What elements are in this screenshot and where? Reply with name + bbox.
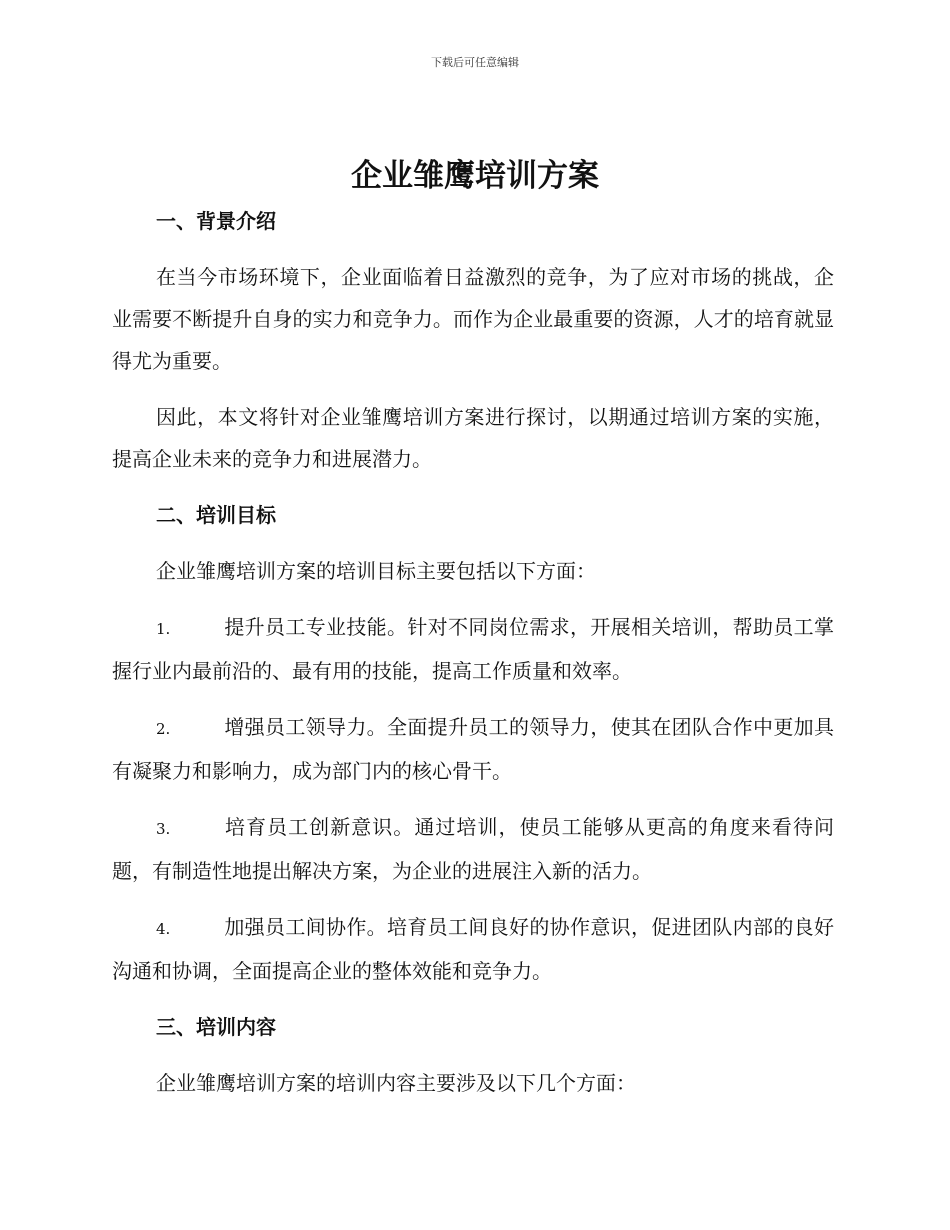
list-item: [112, 806, 834, 892]
list-number: 1.: [156, 620, 171, 638]
list-item-text: 增强员工领导力。全面提升员工的领导力，使其在团队合作中更加具有凝聚力和影响力，成为部门内的核心骨干。: [112, 715, 834, 783]
list-number: 3.: [156, 820, 171, 838]
paragraph: 企业雏鹰培训方案的培训目标主要包括以下方面：: [156, 559, 596, 583]
document-title: 企业雏鹰培训方案: [351, 158, 599, 194]
list-item-text: 加强员工间协作。培育员工间良好的协作意识，促进团队内部的良好沟通和协调，全面提高企业的整体效能和竞争力。: [112, 915, 834, 983]
list-number: 4.: [156, 920, 171, 938]
paragraph: 在当今市场环境下，企业面临着日益激烈的竞争，为了应对市场的挑战，企业需要不断提升自身的实力和竞争力。而作为企业最重要的资源，人才的培育就显得尤为重要。: [112, 265, 834, 373]
page-header-note: 下载后可任意编辑: [431, 56, 519, 69]
document-body: [112, 200, 834, 1104]
section-heading-background: 一、背景介绍: [156, 209, 276, 233]
paragraph: 企业雏鹰培训方案的培训内容主要涉及以下几个方面：: [156, 1071, 636, 1095]
list-item: [112, 706, 834, 792]
list-number: 2.: [156, 720, 171, 738]
list-item: [112, 606, 834, 692]
section-heading-goals: 二、培训目标: [156, 503, 276, 527]
list-item: [112, 906, 834, 992]
section-heading-content: 三、培训内容: [156, 1015, 276, 1039]
list-item-text: 提升员工专业技能。针对不同岗位需求，开展相关培训，帮助员工掌握行业内最前沿的、最有用的技能，提高工作质量和效率。: [112, 615, 834, 683]
list-item-text: 培育员工创新意识。通过培训，使员工能够从更高的角度来看待问题，有制造性地提出解决方案，为企业的进展注入新的活力。: [112, 815, 834, 883]
paragraph: 因此，本文将针对企业雏鹰培训方案进行探讨，以期通过培训方案的实施，提高企业未来的竞争力和进展潜力。: [112, 405, 834, 471]
